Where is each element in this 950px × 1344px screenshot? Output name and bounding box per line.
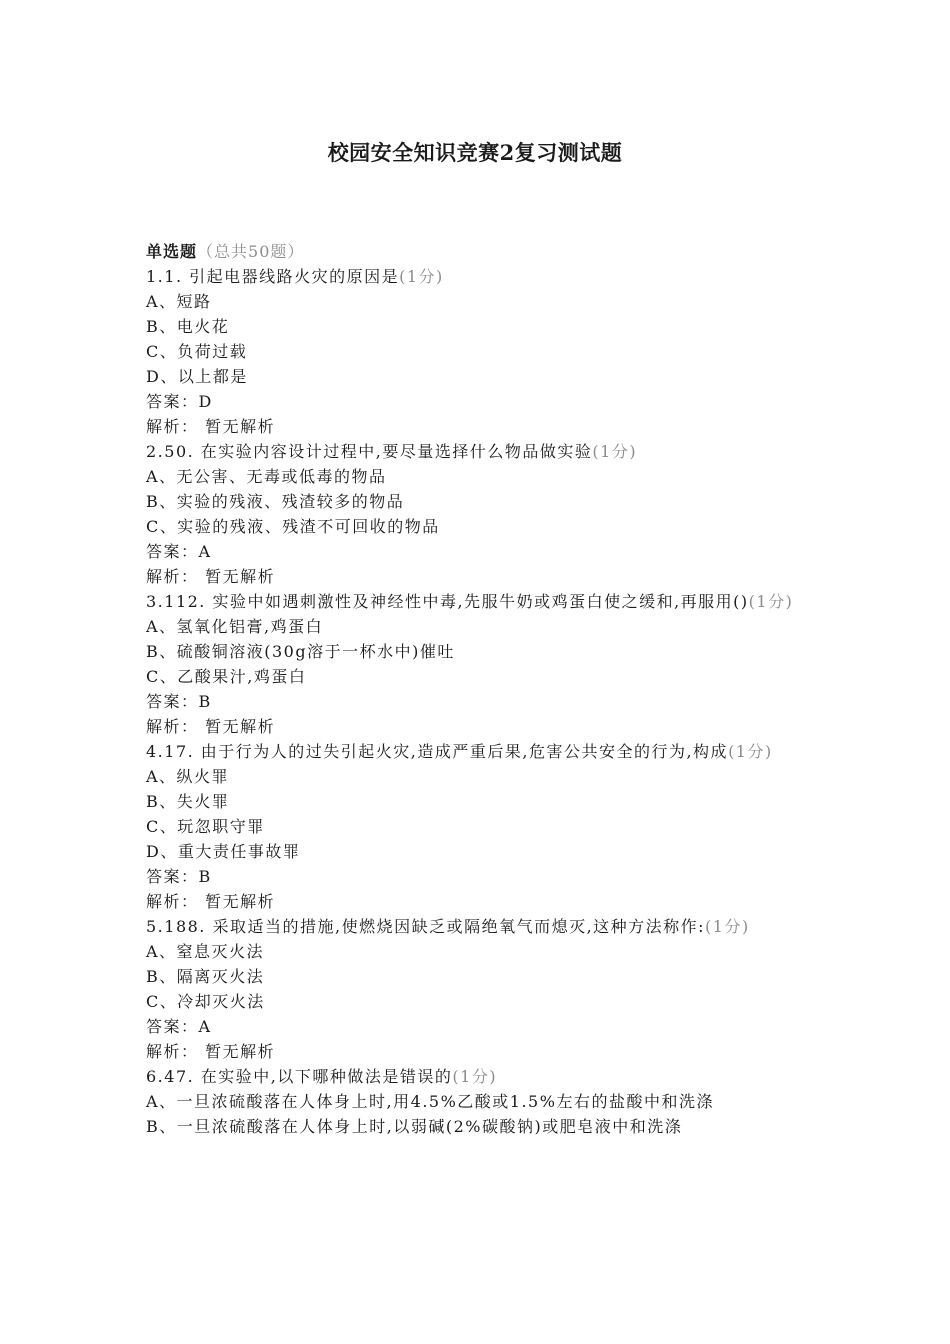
question-text: 3.112. 实验中如遇刺激性及神经性中毒,先服牛奶或鸡蛋白使之缓和,再服用() — [146, 592, 749, 611]
question-score: (1分) — [592, 442, 638, 461]
explanation-value: 暂无解析 — [205, 417, 276, 436]
section-count: （总共50题） — [197, 242, 305, 261]
answer-line — [146, 864, 810, 889]
option: C、玩忽职守罪 — [146, 817, 265, 836]
question-block — [146, 589, 810, 739]
question-score: (1分) — [399, 267, 444, 286]
question-stem — [146, 589, 810, 614]
answer-label: 答案： — [146, 692, 199, 711]
option: A、氢氧化铝膏,鸡蛋白 — [146, 617, 324, 636]
explanation-label: 解析： — [146, 417, 199, 436]
answer-line — [146, 689, 810, 714]
question-block — [146, 264, 810, 439]
question-score: (1分) — [748, 592, 794, 611]
answer-label: 答案： — [146, 1017, 199, 1036]
option: B、失火罪 — [146, 792, 230, 811]
question-list — [146, 239, 810, 1139]
explanation-value: 暂无解析 — [205, 567, 276, 586]
answer-value: A — [198, 1017, 212, 1036]
question-stem — [146, 914, 810, 939]
question-text: 2.50. 在实验内容设计过程中,要尽量选择什么物品做实验 — [146, 442, 593, 461]
option: B、实验的残液、残渣较多的物品 — [146, 492, 405, 511]
question-text: 5.188. 采取适当的措施,使燃烧因缺乏或隔绝氧气而熄灭,这种方法称作: — [146, 917, 706, 936]
explanation-value: 暂无解析 — [205, 717, 276, 736]
answer-value: B — [198, 867, 212, 886]
question-score: (1分) — [728, 742, 773, 761]
question-block — [146, 739, 810, 914]
option: B、硫酸铜溶液(30g溶于一杯水中)催吐 — [146, 642, 455, 661]
explanation-value: 暂无解析 — [205, 1042, 276, 1061]
question-score: (1分) — [452, 1067, 498, 1086]
explanation-line — [146, 714, 810, 739]
explanation-line — [146, 1039, 810, 1064]
option: C、冷却灭火法 — [146, 992, 265, 1011]
explanation-label: 解析： — [146, 1042, 199, 1061]
question-score: (1分) — [705, 917, 750, 936]
question-stem — [146, 439, 810, 464]
answer-value: B — [198, 692, 212, 711]
answer-line — [146, 539, 810, 564]
section-name: 单选题 — [146, 242, 198, 261]
question-block — [146, 1064, 810, 1139]
option: D、重大责任事故罪 — [146, 842, 301, 861]
explanation-line — [146, 889, 810, 914]
answer-line — [146, 389, 810, 414]
explanation-value: 暂无解析 — [205, 892, 276, 911]
answer-label: 答案： — [146, 867, 199, 886]
answer-value: A — [198, 542, 212, 561]
answer-label: 答案： — [146, 392, 199, 411]
answer-line — [146, 1014, 810, 1039]
question-text: 4.17. 由于行为人的过失引起火灾,造成严重后果,危害公共安全的行为,构成 — [146, 742, 729, 761]
explanation-label: 解析： — [146, 717, 199, 736]
question-block — [146, 914, 810, 1064]
answer-label: 答案： — [146, 542, 199, 561]
option: B、隔离灭火法 — [146, 967, 265, 986]
option: B、一旦浓硫酸落在人体身上时,以弱碱(2%碳酸钠)或肥皂液中和洗涤 — [146, 1117, 683, 1136]
option: D、以上都是 — [146, 367, 248, 386]
option: A、短路 — [146, 292, 212, 311]
explanation-label: 解析： — [146, 892, 199, 911]
option: B、电火花 — [146, 317, 230, 336]
option: C、负荷过载 — [146, 342, 248, 361]
explanation-line — [146, 564, 810, 589]
question-stem — [146, 739, 810, 764]
option: A、窒息灭火法 — [146, 942, 265, 961]
option: C、乙酸果汁,鸡蛋白 — [146, 667, 307, 686]
question-stem — [146, 264, 810, 289]
question-text: 1.1. 引起电器线路火灾的原因是 — [146, 267, 400, 286]
option: A、纵火罪 — [146, 767, 230, 786]
answer-value: D — [198, 392, 213, 411]
section-title — [146, 239, 810, 264]
question-block — [146, 439, 810, 589]
page-title: 校园安全知识竞赛2复习测试题 — [327, 140, 623, 165]
explanation-label: 解析： — [146, 567, 199, 586]
option: A、一旦浓硫酸落在人体身上时,用4.5%乙酸或1.5%左右的盐酸中和洗涤 — [146, 1092, 714, 1111]
option: C、实验的残液、残渣不可回收的物品 — [146, 517, 440, 536]
question-stem — [146, 1064, 810, 1089]
explanation-line — [146, 414, 810, 439]
option: A、无公害、无毒或低毒的物品 — [146, 467, 387, 486]
question-text: 6.47. 在实验中,以下哪种做法是错误的 — [146, 1067, 453, 1086]
